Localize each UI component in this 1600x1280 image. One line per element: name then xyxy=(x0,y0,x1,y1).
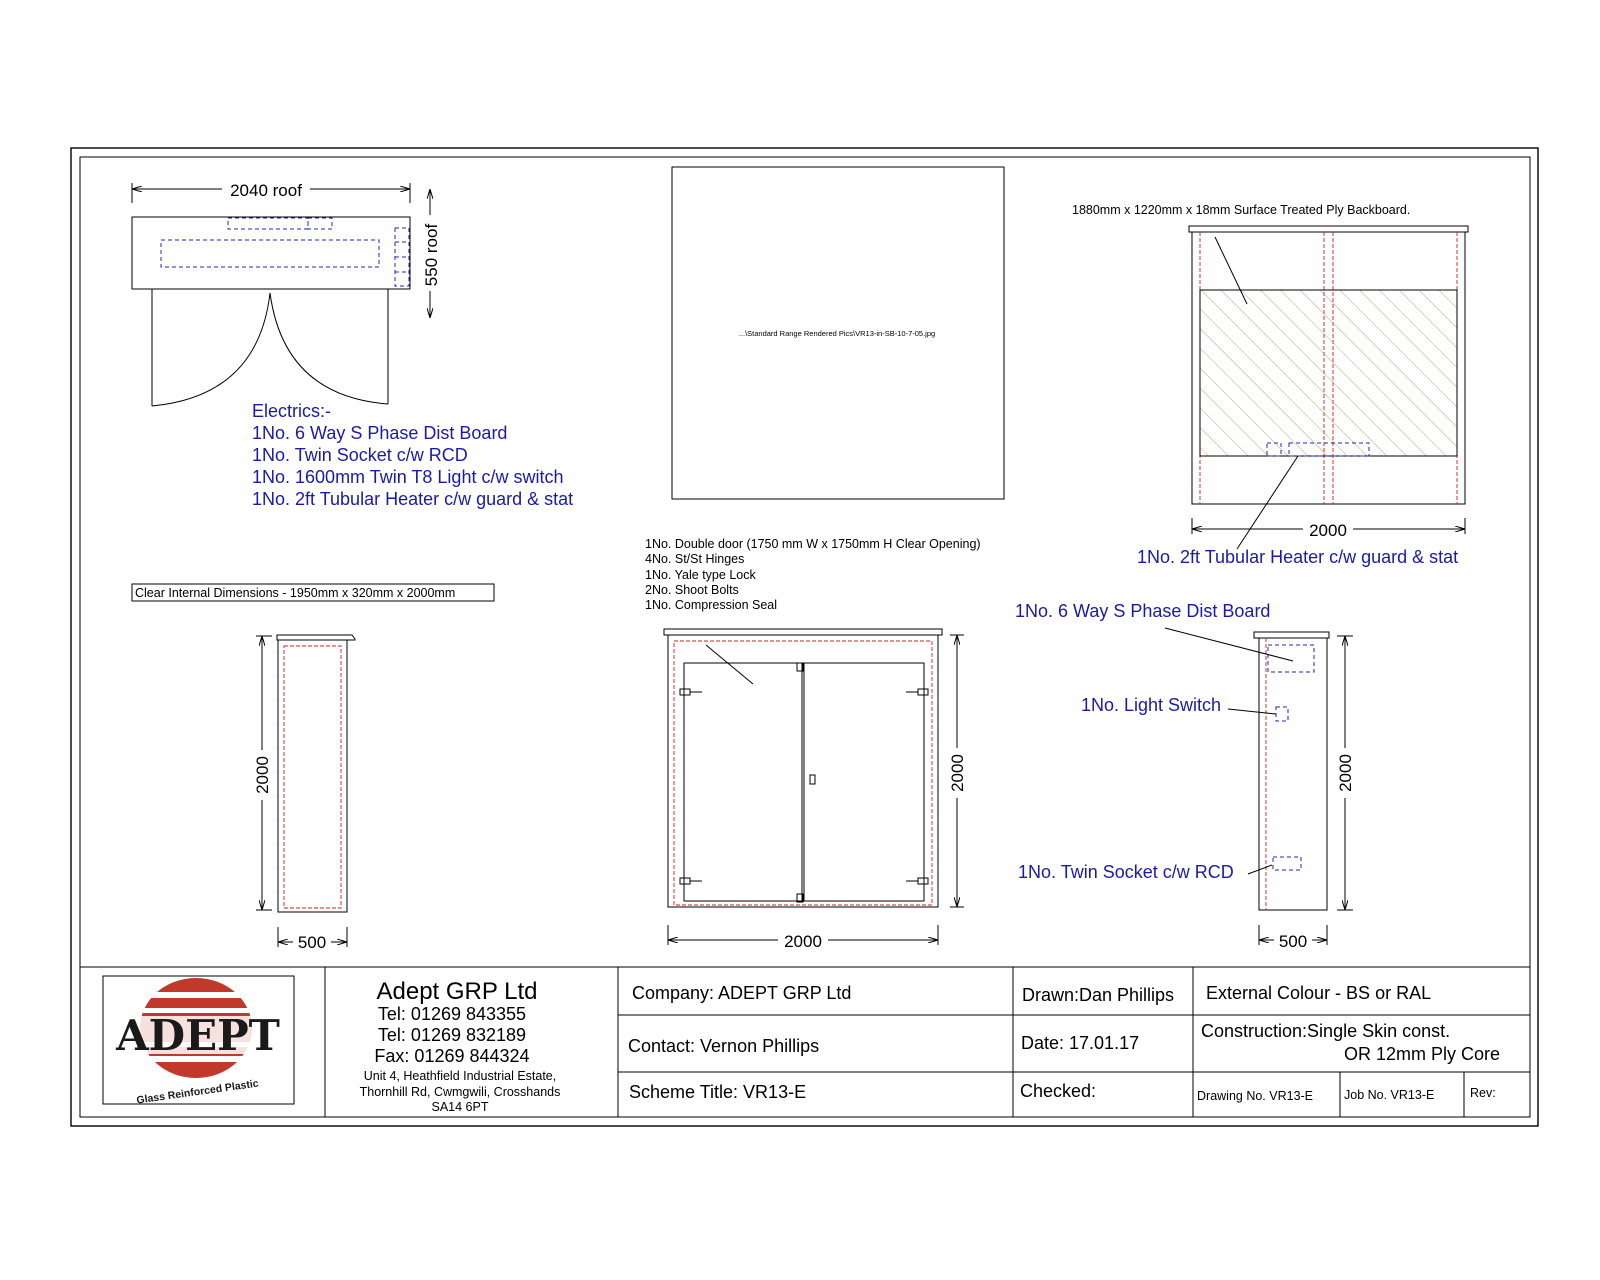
plan-view xyxy=(132,180,441,406)
company-name: Adept GRP Ltd xyxy=(376,978,538,1005)
checked-field: Checked: xyxy=(1020,1081,1097,1101)
construction-field: Construction:Single Skin const. xyxy=(1201,1021,1451,1041)
title-block xyxy=(80,967,1530,1117)
logo-wordmark: ADEPT xyxy=(116,1011,280,1060)
right-side-elevation xyxy=(1015,601,1356,951)
drawn-field: Drawn:Dan Phillips xyxy=(1022,985,1175,1005)
left-side-elevation xyxy=(252,635,355,952)
contact-field: Contact: Vernon Phillips xyxy=(628,1036,820,1056)
tel-2: Tel: 01269 832189 xyxy=(377,1025,527,1045)
clear-internal-label: Clear Internal Dimensions - 1950mm x 320mm x 2000mm xyxy=(135,586,456,600)
date-field: Date: 17.01.17 xyxy=(1021,1033,1140,1053)
address-line: Thornhill Rd, Cwmgwili, Crosshands xyxy=(359,1085,561,1099)
address-line: SA14 6PT xyxy=(431,1100,489,1114)
backboard-elevation xyxy=(1072,203,1468,567)
right-height-label: 2000 xyxy=(1336,754,1355,792)
address-line: Unit 4, Heathfield Industrial Estate, xyxy=(363,1069,557,1083)
fax: Fax: 01269 844324 xyxy=(374,1046,530,1066)
socket-label: 1No. Twin Socket c/w RCD xyxy=(1018,862,1234,882)
left-width-label: 500 xyxy=(297,933,327,952)
electrics-item: 1No. 1600mm Twin T8 Light c/w switch xyxy=(252,467,564,487)
front-width-label: 2000 xyxy=(784,932,822,951)
roof-depth-label: 550 roof xyxy=(422,223,441,287)
heater-label: 1No. 2ft Tubular Heater c/w guard & stat xyxy=(1137,547,1459,567)
drawing-number: Drawing No. VR13-E xyxy=(1197,1089,1314,1103)
door-note: 1No. Yale type Lock xyxy=(645,568,756,582)
clear-internal-dimensions xyxy=(132,584,494,601)
render-image-placeholder xyxy=(672,167,1004,499)
scheme-title-field: Scheme Title: VR13-E xyxy=(629,1082,807,1102)
right-width-label: 500 xyxy=(1278,932,1308,951)
construction-field-2: OR 12mm Ply Core xyxy=(1343,1044,1500,1064)
light-switch-label: 1No. Light Switch xyxy=(1081,695,1222,715)
electrics-item: 1No. 2ft Tubular Heater c/w guard & stat xyxy=(252,489,574,509)
adept-logo xyxy=(103,976,294,1107)
left-height-label: 2000 xyxy=(253,756,272,794)
electrics-heading: Electrics:- xyxy=(252,401,332,421)
logo-tagline: Glass Reinforced Plastic xyxy=(135,1077,260,1107)
colour-field: External Colour - BS or RAL xyxy=(1206,983,1432,1003)
electrics-item: 1No. Twin Socket c/w RCD xyxy=(252,445,468,465)
door-note: 2No. Shoot Bolts xyxy=(645,583,739,597)
door-note: 1No. Compression Seal xyxy=(645,598,778,612)
electrics-item: 1No. 6 Way S Phase Dist Board xyxy=(252,423,508,443)
front-elevation xyxy=(664,629,968,951)
revision: Rev: xyxy=(1470,1086,1496,1100)
door-notes xyxy=(645,537,981,684)
backboard-width-label: 2000 xyxy=(1309,521,1347,540)
electrics-list xyxy=(252,401,573,509)
company-field: Company: ADEPT GRP Ltd xyxy=(632,983,852,1003)
job-number: Job No. VR13-E xyxy=(1344,1088,1435,1102)
backboard-label: 1880mm x 1220mm x 18mm Surface Treated Ply Backboard. xyxy=(1072,203,1411,217)
render-image-caption: ...\Standard Range Rendered Pics\VR13-in-SB-10-7-05.jpg xyxy=(738,329,936,338)
dist-board-label: 1No. 6 Way S Phase Dist Board xyxy=(1015,601,1271,621)
roof-width-label: 2040 roof xyxy=(230,181,302,200)
front-height-label: 2000 xyxy=(948,754,967,792)
tel-1: Tel: 01269 843355 xyxy=(377,1004,527,1024)
door-note: 4No. St/St Hinges xyxy=(645,552,745,566)
door-note: 1No. Double door (1750 mm W x 1750mm H Clear Opening) xyxy=(645,537,981,551)
